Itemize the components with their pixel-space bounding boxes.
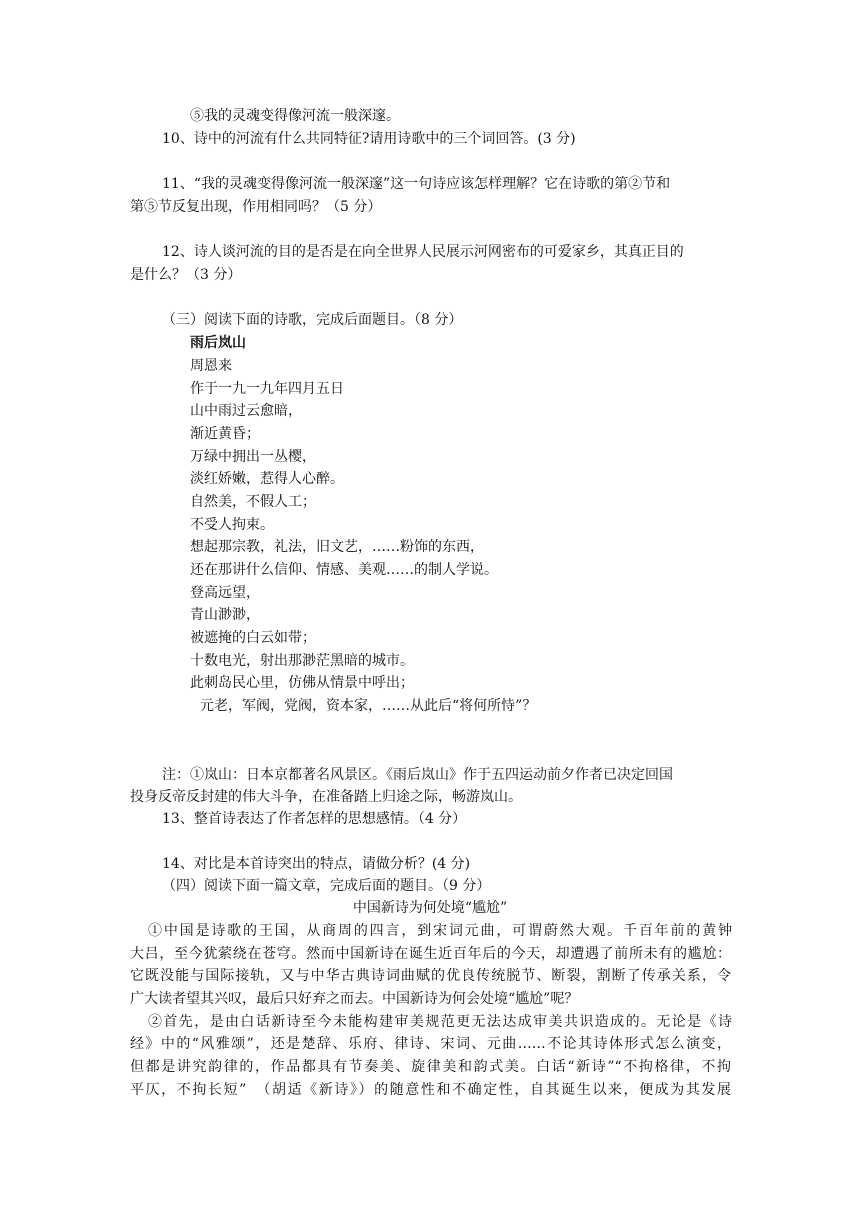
question-12-line-2: 是什么？（3 分） xyxy=(130,267,242,283)
paragraph-2-line: 经》中的“风雅颂”，还是楚辞、乐府、律诗、宋词、元曲……不论其诗体形式怎么演变， xyxy=(130,1036,731,1052)
paragraph-2-line: 平仄，不拘长短” （胡适《新诗》）的随意性和不确定性，自其诞生以来，便成为其发展 xyxy=(130,1082,731,1098)
poem-line: 山中雨过云愈暗， xyxy=(190,403,302,419)
poem-line: 淡红娇嫩，惹得人心醉。 xyxy=(190,471,344,487)
paragraph-1-line: 它既没能与国际接轨，又与中华古典诗词曲赋的优良传统脱节、断裂，割断了传承关系，令 xyxy=(130,968,731,984)
question-11-line-1: 11、“我的灵魂变得像河流一般深邃”这一句诗应该怎样理解？它在诗歌的第②节和 xyxy=(162,176,671,192)
poem-line: 不受人拘束。 xyxy=(190,517,274,533)
paragraph-1-line: ①中国是诗歌的王国，从商周的四言，到宋词元曲，可谓蔚然大观。千百年前的黄钟 xyxy=(148,923,732,939)
poem-item-5: ⑤我的灵魂变得像河流一般深邃。 xyxy=(190,108,400,124)
paragraph-2-line: 但都是讲究韵律的，作品都具有节奏美、旋律美和韵式美。白话“新诗”“不拘格律，不拘 xyxy=(130,1059,731,1075)
poem-line: 渐近黄昏； xyxy=(190,426,260,442)
question-12-line-1: 12、诗人谈河流的目的是否是在向全世界人民展示河网密布的可爱家乡，其真正目的 xyxy=(162,244,684,260)
question-10: 10、诗中的河流有什么共同特征?请用诗歌中的三个词回答。(3 分) xyxy=(162,131,576,147)
poem-title: 雨后岚山 xyxy=(190,335,246,351)
poem-line: 万绿中拥出一丛樱， xyxy=(190,449,316,465)
section-4-heading: （四）阅读下面一篇文章，完成后面的题目。（9 分） xyxy=(162,878,491,894)
article-title: 中国新诗为何处境“尴尬” xyxy=(352,900,508,916)
paragraph-1-line: 广大读者望其兴叹，最后只好弃之而去。中国新诗为何会处境“尴尬”呢？ xyxy=(130,991,579,1007)
poem-line: 还在那讲什么信仰、情感、美观……的制人学说。 xyxy=(190,562,498,578)
question-13: 13、整首诗表达了作者怎样的思想感情。（4 分） xyxy=(162,811,467,827)
poem-line: 青山渺渺， xyxy=(190,607,260,623)
poem-line: 登高远望， xyxy=(190,585,260,601)
poem-line: 十数电光，射出那渺茫黑暗的城市。 xyxy=(190,653,414,669)
question-14: 14、对比是本首诗突出的特点，请做分析？(4 分) xyxy=(162,856,471,872)
poem-line: 自然美，不假人工； xyxy=(190,494,316,510)
poem-line: 元老，军阀，党阀，资本家，……从此后“将何所恃”？ xyxy=(200,698,537,714)
paragraph-1-line: 大吕，至今犹萦绕在苍穹。然而中国新诗在诞生近百年后的今天，却遭遇了前所未有的尴尬： xyxy=(130,946,731,962)
question-11-line-2: 第⑤节反复出现，作用相同吗？（5 分） xyxy=(130,199,382,215)
note-line-1: 注：①岚山：日本京都著名风景区。《雨后岚山》作于五四运动前夕作者已决定回国 xyxy=(162,767,673,783)
poem-line: 想起那宗教，礼法，旧文艺，……粉饰的东西， xyxy=(190,539,484,555)
note-line-2: 投身反帝反封建的伟大斗争，在准备踏上归途之际，畅游岚山。 xyxy=(130,789,522,805)
paragraph-2-line: ②首先，是由白话新诗至今未能构建审美规范更无法达成审美共识造成的。无论是《诗 xyxy=(148,1014,732,1030)
section-3-heading: （三）阅读下面的诗歌，完成后面题目。（8 分） xyxy=(162,312,463,328)
poem-date: 作于一九一九年四月五日 xyxy=(190,381,344,397)
poem-line: 此刺岛民心里，仿佛从情景中呼出； xyxy=(190,675,414,691)
poem-author: 周恩来 xyxy=(190,358,232,374)
poem-line: 被遮掩的白云如带； xyxy=(190,630,316,646)
